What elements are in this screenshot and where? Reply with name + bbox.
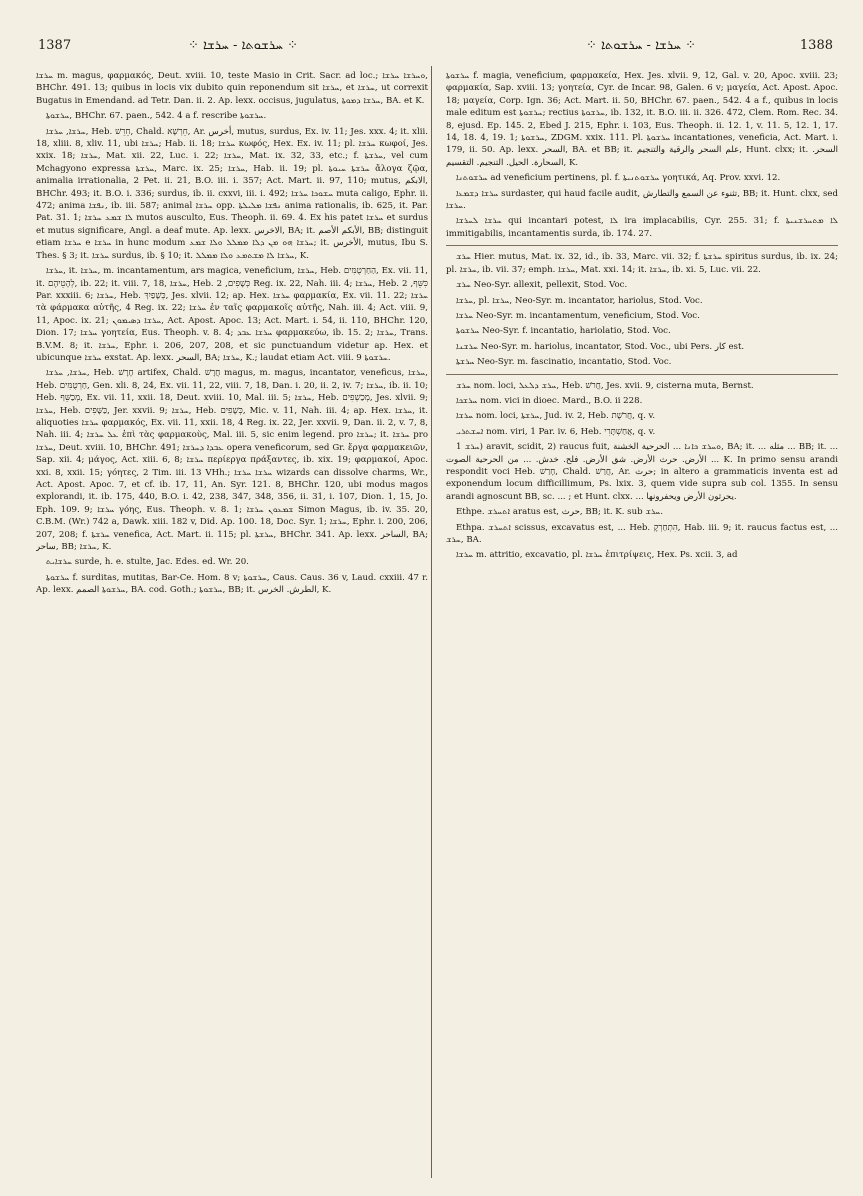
entry: ܚܪܫܐ nom. loci, ܚܪܫܬܐ, Jud. iv. 2, Heb. חֲרֹשֶׁת, q. v. [456,411,656,422]
entry: ܚܪܫܬܐ Neo-Syr. m. fascinatio, incantatio, Stod. Voc. [456,357,672,368]
entry: ܚܪܫܘܬܐ f. magia, veneficium, φαρμακεία, Hex. Jes. xlvii. 9, 12, Gal. v. 20, Apoc. xviii. 23; φαρμακία, Sap. xviii. 13; γοητεία, Cyr. de Incar. 98, Galen. 6 v; μαγεία, Act. Apost. Apoc. 18; μαγεία, Corp. Ign. 36; Act. Mart. ii. 50, BHChr. 67. paen., 542. 4 a f., quibus in locis male editum est ܚܪܫܘܬܐ; rectius ܚܪܫܘܬܐ, ib. 132, it. B.O. iii. ii. 326. 472, Clem. Rom. Rec. 34. 8, ejusd. Ep. 145. 2, Ebed J. 215, Ephr. i. 103, Eus. Theoph. ii. 12. 1, v. 11. 5, 12. 1, 17. 14, 18. 4, 19. 1; ܚܪܫܘܬܐ, ZDGM. xxix. 111. Pl. ܚܪܫܘܬܐ incantationes, veneficia, Act. Mart. i. 179, ii. 50. Ap. lexx. السحر, BA. et BB; it. علم السحر والرقية والتنجيم, Hunt. clxx; it. السحر. السحارة. الحيل. التنجيم. التقسيم, K. [446,71,838,168]
running-head-left: ⁘ ܚܪܫܘܬܐ - ܚܪܫܐ ⁘ [188,38,298,53]
left-column [36,70,428,1180]
entry: ܚܪܫܐ Neo-Syr. m. incantamentum, veneficium, Stod. Voc. [456,310,700,321]
entry: Ethpa. ܐܬܚܪܫ scissus, excavatus est, ... Heb. הִתְחַרְקֶ, Hab. iii. 9; it. raucus factus est, ... ܚܪܫ, BA. [446,522,838,545]
entry: ܚܪܫܘܬܐ, BHChr. 67. paen., 542. 4 a f. rescribe ܚܪܫܘܬܐ. [46,111,267,122]
page-number-right: 1388 [799,38,833,53]
entry: ܚܪܫܐ m. magus, φαρμακός, Deut. xviii. 10, teste Masio in Crit. Sacr. ad loc.; ܘܚܪܫܐ ܚܪܫܐ, BHChr. 491. 13; quibus in locis vix dubito quin reponendum sit ܚܪܫܐ, et ܚܪܫܐ, ut correxit Bugatus in Emendand. ad Tetr. Dan. ii. 2. Ap. lexx. occisus, jugulatus, ܚܪܫܐ ܕܡܘܬܐ, BA. et K. [36,71,428,106]
entry: ܚܪܫܢܐ Neo-Syr. m. hariolus, incantator, Stod. Voc., ubi Pers. کار est. [456,341,745,352]
column-divider [431,66,433,1178]
section-separator [446,245,838,246]
entry: ܚܪܫܘܬܐ Neo-Syr. f. incantatio, hariolatio, Stod. Voc. [456,326,671,337]
section-separator [446,374,838,375]
running-head-right: ⁘ ܚܪܫܐ - ܚܪܫܘܬܐ ⁘ [586,38,696,53]
page-number-left: 1387 [38,38,72,53]
entry: ܚܪܫ Hier. mutus, Mat. ix. 32, id., ib. 33, Marc. vii. 32; f. ܚܪܫܬܐ spiritus surdus, ib. ix. 24; pl. ܚܪܫܐ, ib. vii. 37; emph. ܚܪܫܐ, Mat. xxi. 14; it. ܚܪܫܐ, ib. xi. 5, Luc. vii. 22. [446,252,838,275]
entry: ܚܪܫܐ, ܚܪܫܐ, Heb. חָרָשׁ artifex, Chald. חֲרָשׁ magus, m. magus, incantator, veneficus, ܚܪܫܐ, Heb. חַרְטֻמִּים, Gen. xli. 8, 24, Ex. vii. 11, 22, viii. 7, 18, Dan. i. 20, ii. 2, iv. 7; ܚܪܫܐ, ib. ii. 10; Heb. מְכַשֵּׁף, Ex. vii. 11, xxii. 18, Deut. xviii. 10, Mal. iii. 5; ܚܪܫܐ, Heb. מְכַשְׁפִים, Jes. xlvii. 9; ܚܪܫܐ, Heb. כַּשָּׁפִים, Jer. xxvii. 9; ܚܪܫܐ, Heb. כְּשָׁפִים, Mic. v. 11, Nah. iii. 4; ap. Hex. ܚܪܫܐ, it. aliquoties ܚܪܫܐ φαρμακός, Ex. vii. 11, xxii. 18, 4 Reg. ix. 22, Jer. xxvii. 9, Dan. ii. 2, v. 7, 8, Nah. iii. 4; ܥܠ ܚܪܫܐ ἐπὶ τὰς φαρμακοὺς, Mal. iii. 5, sic enim legend. pro ܚܪܫܐ; it. ܚܪܫܐ pro ܚܪܫܐ, Deut. xviii. 10, BHChr. 491; ܥܒܕܐ ܕܚܪܫܐ opera veneficorum, sed Gr. ἔργα φαρμακειῶν, Sap. xii. 4; μάγος, Act. xiii. 6, 8; ܚܪܫܐ περίεργα πράξαντες, ib. xix. 19; φαρμακοί, Apoc. xxi. 8, xxii. 15; γόητες, 2 Tim. iii. 13 VHh.; ܚܪܫܐ ܚܪܫܐ wizards can dissolve charms, Wr., Act. Apost. Apoc. 7, et cf. ib. 17, 11, An. Syr. 121. 8, BHChr. 120, ubi modus magos explorandi, it. ib. 175, 440, B.O. i. 42, 238, 347, 348, 356, ii. 31, i. 107, Dion. 1, 15, Jo. Eph. 109. 9; ܚܪܫܐ γόης, Eus. Theoph. v. 8. 1; ܫܡܥܘܢ ܚܪܫܐ Simon Magus, ib. iv. 35. 20, C.B.M. (Wr.) 742 a, Dawk. xiii. 182 v, Did. Ap. 100. 18, Doc. Syr. 1; ܚܪܫܐ, Ephr. i. 200, 206, 207, 208; f. ܚܪܫܬܐ venefica, Act. Mart. ii. 115; pl. ܚܪܫܬܐ, BHChr. 341. Ap. lexx. الساحر, BA; ساحر, BB; ܚܪܫܐ, K. [36,368,428,553]
entry: Ethpe. ܐܬܚܪܫ aratus est, حرث, BB; it. K. sub ܚܪܫ. [456,507,663,518]
entry: ܚܪܫܐ m. attritio, excavatio, pl. ܚܪܫܐ ἐπιτρίψεις, Hex. Ps. xcii. 3, ad [456,550,738,561]
right-column [446,70,838,1180]
entry: ܚܪܫ Neo-Syr. allexit, pellexit, Stod. Voc. [456,280,628,291]
entry: ܚܪܫܐ, pl. ܚܪܫܐ, Neo-Syr. m. incantator, hariolus, Stod. Voc. [456,295,703,306]
entry: ܚܪܫܐܝܬ surde, h. e. stulte, Jac. Edes. ed. Wr. 20. [46,557,249,568]
entry: ܚܪܫܐ ܠܚܪܫܐ qui incantari potest, ܠܐ ira implacabilis, Cyr. 255. 31; f. ܠܐ ܡܬܚܪܫܢܝܬܐ immitigabilis, incantamentis surda, ib. 174. 27. [446,216,838,239]
entry: ܚܪܫܘܬܢܐ ad veneficium pertinens, pl. f. ܚܪܫܘܬܢܝܬܐ γοητικά, Aq. Prov. xxvi. 12. [456,173,781,184]
entry: ܚܪܫܐ, it. ܚܪܫܐ, m. incantamentum, ars magica, veneficium, ܚܪܫܐ, Heb. הַחַרְטֻמִּים, Ex. vii. 11, it. לְהָטֵיהֶם, ib. 22; it. viii. 7, 18, ܚܪܫܐ, Heb. כְּשָׁפִים, 2 Reg. ix. 22, Nah. iii. 4; ܚܪܫܐ, Heb. כִּשֵּׁף, 2 Par. xxxiii. 6; ܚܪܫܐ, Heb. כְּשָׁפַיִךְ, Jes. xlvii. 12; ap. Hex. ܚܪܫܐ φαρμακία, Ex. vii. 11. 22; ܚܪܫܐ τὰ φάρμακα αὐτῆς, 4 Reg. ix. 22; ܚܪܫܐ ἐν ταῖς φαρμακοῖς αὐτῆς, Nah. iii. 4; Act. viii. 9, 11, Apoc. ix. 21; ܚܪܫܐ ܕܣܝܡܘܢ, Act. Apost. Apoc. 13; Act. Mart. i. 54, ii. 110, BHChr. 120, Dion. 17; ܚܪܫܐ γοητεία, Eus. Theoph. v. 8. 4; ܚܪܫܐ ܥܒܕ φαρμακεύω, ib. 15. 2; ܚܪܫܐ, Trans. B.V.M. 8; it. ܚܪܫܐ, Ephr. i. 206, 207, 208, et sic punctuandum videtur ap. Hex. et ubicunque ܚܪܫܐ exstat. Ap. lexx. السحر, BA; ܚܪܫܐ, K.; laudat etiam Act. viii. 9 ܚܪܫܘܬܐ. [36,266,428,363]
page-header [38,38,833,58]
entry: ܚܪܫ nom. loci, ܚܪܫ ܕܠܥܠ, Heb. חֲרֹשׁ, Jes. xvii. 9, cisterna muta, Bernst. [456,380,754,391]
entry: ܐܚܫܬܪܝ nom. viri, 1 Par. iv. 6, Heb. אֲחַשְׁתָּרִי, q. v. [456,426,656,437]
entry: ܚܪܫܟܐ nom. vici in dioec. Mard., B.O. ii 228. [456,395,643,406]
entry: ܚܪܫܘܬܐ f. surditas, mutitas, Bar-Ce. Hom. 8 v; ܚܪܫܘܬܐ, Caus. Caus. 36 v, Laud. cxxiii. 47 r. Ap. lexx. ܚܪܫܘܬܐ الصمم, BA. cod. Goth.; ܚܪܫܘܬܐ, BB; it. الطرش. الخرس, K. [36,572,428,596]
entry: ܚܪܫܐ ܕܫܡܥܐ surdaster, qui haud facile audit, تثنوء عن السمع والتطارش, BB; it. Hunt. clxx, sed ܚܪܫܐ. [446,188,838,212]
entry: ܚܪܫ 1) aravit, scidit, 2) raucus fuit, ܘܚܪܫ ܟܐܢܐ ... الحرحية الخشنة, BA; it. ... مثله ... BB; it. ... الأرض. حرث الأرض. شق الأرض. فلح. خدش. ... من الحرحية الصوت ... K. In primo sensu arandi respondit voci Heb. חָרַשׁ, Chald. חֲרַשׁ, Ar. حرث; in altero a grammaticis inventa est ad exponendum locum difficillimum, Ps. lxix. 3, quem vide supra sub col. 1355. In sensu arandi agnoscunt BB, sc. ... ; et Hunt. clxx. ... يحرثون الأرض ويحفرونها. [446,442,838,502]
entry: ܚܪܫܐ, ܚܪܫܐ, Heb. חֵרֵשׁ, Chald. חֵרְשָׁא, Ar. أخرس, mutus, surdus, Ex. iv. 11; Jes. xxx. 4; it. xlii. 18, xliii. 8, xliv. 11, ubi ܚܪܫܐ; Hab. ii. 18; ܚܪܫܐ κωφός, Hex. Ex. iv. 11; pl. ܚܪܫܐ κωφοί, Jes. xxix. 18; ܚܪܫܐ, Mat. xii. 22, Luc. i. 22; ܚܪܫܐ, Mat. ix. 32, 33, etc.; f. ܚܪܫܬܐ, vel cum Mchagyono expressa ܚܪܫܬܐ, Marc. ix. 25; ܚܪܫܐ, Hab. ii. 19; pl. ܚܪܫܬܐ ܚܝܘܬܐ ἄλογα ζῷα, animalia irrationalia, 2 Pet. ii. 21, B.O. iii. i. 357; Act. Mart. ii. 97, 110; mutus, الابكم, BHChr. 493; it. B.O. i. 336; surdus, ib. ii. cxxvi, iii. i. 492; ܚܫܘܟܐ ܚܪܫܐ muta caligo, Ephr. ii. 472; anima ܢܦܫܐ, ib. iii. 587; animal ܚܪܫܐ opp. ܢܦܫܐ ܡܠܝܠܬܐ anima rationalis, ib. 625, it. Par. Pat. 31. 1; ܠܐ ܫܡܥ ܚܪܫܐ mutos ausculto, Eus. Theoph. ii. 69. 4. Ex his patet ܚܪܫܐ et surdus et mutus significare, Angl. a deaf mute. Ap. lexx. الاخرس, BA; it. الأبكم الأصم, BB; distinguit etiam ܚܪܫܐ e ܚܪܫܐ in hunc modum ܚܪܫܐ ܗܘ ܡܢ ܕܠܐ ܡܡܠܠ ܘܠܐ ܫܡܥ; it. الأخرس, mutus, Ibu S. Thes. § 3; it. ܚܪܫܐ surdus, ib. § 10; it. ܚܪܫܐ ܠܐ ܡܫܬܡܥ ܘܠܐ ܡܡܠܠ, K. [36,126,428,261]
